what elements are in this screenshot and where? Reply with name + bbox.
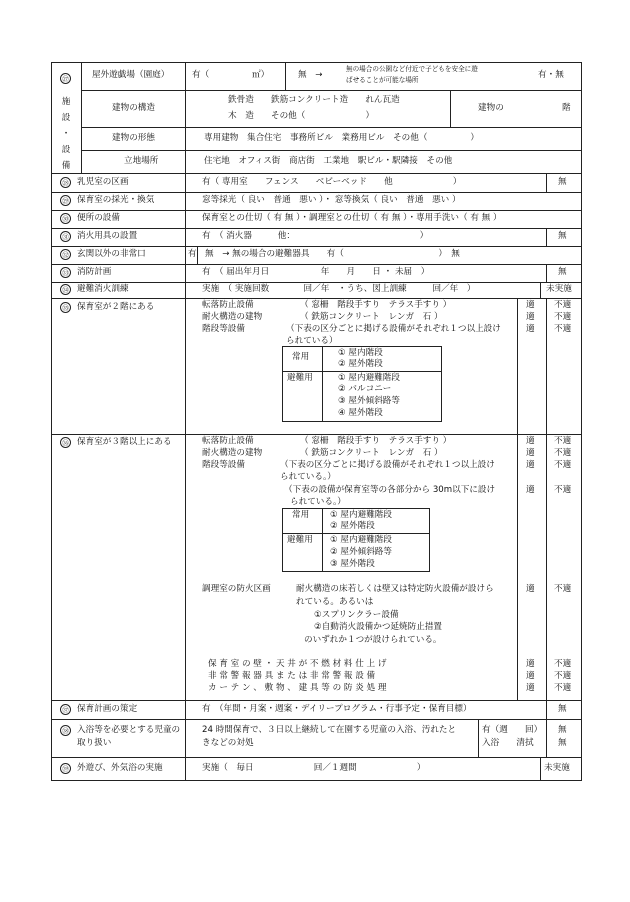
r36-distance-ng[interactable]: 不適	[554, 485, 572, 495]
outdoor-note-line2: ばせることが可能な場所	[346, 76, 419, 84]
kitchen-fire-line3: ①スプリンクラー設備	[314, 610, 399, 620]
r36-normal-2[interactable]: ② 屋外階段	[330, 521, 375, 531]
emergency-exit-label: 玄関以外の非常口	[77, 249, 146, 259]
drill-label: 避難消火訓練	[77, 284, 129, 294]
outdoor-play-not-done[interactable]: 未実施	[544, 763, 570, 773]
r36-distance-ok[interactable]: 適	[526, 485, 535, 495]
r35-fireproof-ng[interactable]: 不適	[554, 312, 572, 322]
drill-not-done[interactable]: 未実施	[546, 284, 572, 294]
r36-fall-ok[interactable]: 適	[526, 436, 535, 446]
structure-line1[interactable]: 鉄骨造 鉄筋コンクリート造 れん瓦造	[228, 95, 400, 105]
fire-plan-none[interactable]: 無	[558, 267, 567, 277]
outdoor-play-label: 屋外遊戯場（園庭）	[92, 70, 170, 80]
lighting-value[interactable]: 窓等採光（ 良い 普通 悪い ）・ 窓等換気（ 良い 普通 悪い ）	[202, 195, 461, 205]
flameproof-text: カ ー テ ン 、 敷 物 、 建 具 等 の 防 炎 処 理	[208, 683, 387, 693]
kitchen-fire-ng[interactable]: 不適	[554, 584, 572, 594]
care-plan-value[interactable]: 有 （年間・月案・週案・デイリープログラム・行事予定・保育目標）	[202, 704, 472, 714]
r36-fireproof-ng[interactable]: 不適	[554, 448, 572, 458]
care-plan-none[interactable]: 無	[558, 704, 567, 714]
r35-fireproof-ok[interactable]: 適	[526, 312, 535, 322]
item-number-33: ㉝	[60, 267, 71, 278]
outdoor-none-arrow: 無 →	[298, 70, 323, 80]
r36-evac-1[interactable]: ① 屋内避難階段	[330, 535, 392, 545]
r35-evac-4[interactable]: ④ 屋外階段	[338, 408, 383, 418]
r36-fall-prevention-detail[interactable]: （ 窓柵 階段手すり テラス手すり ）	[300, 436, 452, 446]
r36-stairs-detail: （下表の区分ごとに掲げる設備がそれぞれ１つ以上設け	[280, 460, 495, 470]
item-number-36: ㊱	[60, 437, 71, 448]
item-number-27: ㉗	[60, 73, 71, 84]
bathing-label-2: 取り扱い	[77, 738, 112, 748]
alarm-ng[interactable]: 不適	[554, 671, 572, 681]
item-number-37: ㊲	[60, 704, 71, 715]
bathing-none-1[interactable]: 無	[558, 725, 567, 735]
lighting-label: 保育室の採光・換気	[77, 195, 155, 205]
r36-evac-2[interactable]: ② 屋外傾斜路等	[330, 547, 392, 557]
kitchen-fire-line2: れている。あるいは	[296, 597, 374, 607]
alarm-text: 非 常 警 報 器 具 ま た は 非 常 警 報 設 備	[208, 671, 376, 681]
r35-stairs-detail: （下表の区分ごとに掲げる設備がそれぞれ１つ以上設け	[286, 324, 501, 334]
bathing-value-2: きなどの対処	[202, 738, 254, 748]
extinguisher-none[interactable]: 無	[558, 231, 567, 241]
outdoor-note-line1: 無の場合の公園など付近で子どもを安全に遊	[346, 65, 478, 73]
r36-stairs-label: 階段等設備	[202, 460, 245, 470]
third-floor-label: 保育室が３階以上にある	[77, 437, 172, 447]
r36-distance-note-1: （下表の設備が保育室等の各部分から 30m以下に設け	[284, 485, 496, 495]
flameproof-ng[interactable]: 不適	[554, 683, 572, 693]
item-number-31: ㉛	[60, 231, 71, 242]
item-number-32: ㉜	[60, 249, 71, 260]
alarm-ok[interactable]: 適	[526, 671, 535, 681]
bathing-value-1: 24 時間保育で、３日以上継続して在園する児童の入浴、汚れたと	[202, 725, 457, 735]
item-number-29: ㉙	[60, 195, 71, 206]
r35-fall-prevention-label: 転落防止設備	[202, 300, 254, 310]
nonflammable-wall-ok[interactable]: 適	[526, 659, 535, 669]
r36-normal-1[interactable]: ① 屋内避難階段	[330, 510, 392, 520]
outdoor-area-value[interactable]: 有（	[192, 70, 210, 80]
r35-fall-prevention-detail[interactable]: （ 窓柵 階段手すり テラス手すり ）	[300, 300, 452, 310]
r35-evac-2[interactable]: ② バルコニー	[338, 384, 392, 394]
floors-label: 建物の	[478, 103, 504, 113]
r36-normal-label: 常用	[292, 510, 310, 520]
floors-unit: 階	[562, 103, 571, 113]
fire-plan-label: 消防計画	[77, 267, 112, 277]
bathing-types[interactable]: 入浴 清拭	[482, 738, 534, 748]
r36-fireproof-detail[interactable]: （ 鉄筋コンクリート レンガ 石 ）	[300, 448, 443, 458]
infant-room-label: 乳児室の区画	[77, 177, 129, 187]
item-number-35: ㉟	[60, 302, 71, 313]
care-plan-label: 保育計画の策定	[77, 704, 138, 714]
r35-stairs-ok[interactable]: 適	[526, 324, 535, 334]
r35-stairs-cont: られている）	[286, 336, 338, 346]
item-number-38: ㊳	[60, 725, 71, 736]
r35-stairs-ng[interactable]: 不適	[554, 324, 572, 334]
toilet-value[interactable]: 保育室との仕切（ 有 無 ）・調理室との仕切（ 有 無 ）・専用手洗い（ 有 無 ）	[202, 213, 502, 223]
infant-room-none[interactable]: 無	[558, 177, 567, 187]
outdoor-area-unit: ㎡）	[252, 70, 270, 80]
kitchen-fire-label: 調理室の防火区画	[202, 584, 271, 594]
r35-normal-1[interactable]: ① 屋内階段	[338, 348, 383, 358]
r36-stairs-cont: られている。）	[280, 472, 336, 482]
bathing-label-1: 入浴等を必要とする児童の	[77, 725, 181, 735]
kitchen-fire-line1: 耐火構造の床若しくは壁又は特定防火設備が設けら	[296, 584, 494, 594]
r36-stairs-ok[interactable]: 適	[526, 460, 535, 470]
item-number-28: ㉘	[60, 177, 71, 188]
item-number-39: ㊴	[60, 763, 71, 774]
emergency-exit-yes[interactable]: 有	[188, 249, 197, 259]
r36-fireproof-ok[interactable]: 適	[526, 448, 535, 458]
extinguisher-value[interactable]: 有 （ 消火器 他： ）	[202, 231, 429, 241]
r35-fall-ng[interactable]: 不適	[554, 300, 572, 310]
r36-fall-prevention-label: 転落防止設備	[202, 436, 254, 446]
emergency-exit-value[interactable]: 無 → 無の場合の避難器具 有（ ） 無	[205, 249, 460, 259]
r35-stairs-label: 階段等設備	[202, 324, 245, 334]
fire-plan-value[interactable]: 有 （ 届出年月日 年 月 日 ・ 未届 ）	[202, 267, 430, 277]
outdoor-play-value[interactable]: 実施（ 毎日 回／１週間 ）	[202, 763, 426, 773]
kitchen-fire-line5: のいずれか１つが設けられている。	[304, 635, 442, 645]
r35-normal-2[interactable]: ② 屋外階段	[338, 359, 383, 369]
kitchen-fire-ok[interactable]: 適	[526, 584, 535, 594]
r35-fireproof-detail[interactable]: （ 鉄筋コンクリート レンガ 石 ）	[300, 312, 443, 322]
r35-evac-label: 避難用	[287, 373, 313, 383]
location-label: 立地場所	[124, 156, 159, 166]
nonflammable-wall-ng[interactable]: 不適	[554, 659, 572, 669]
item-number-34: ㉞	[60, 284, 71, 295]
r36-fall-ng[interactable]: 不適	[554, 436, 572, 446]
nonflammable-wall-text: 保 育 室 の 壁 ・ 天 井 が 不 燃 材 料 仕 上 げ	[208, 659, 387, 669]
extinguisher-label: 消火用具の設置	[77, 231, 138, 241]
outdoor-play-label-39: 外遊び、外気浴の実施	[77, 763, 163, 773]
infant-room-value[interactable]: 有（ 専用室 フェンス ベビーベッド 他 ）	[202, 177, 462, 187]
r35-evac-1[interactable]: ① 屋内避難階段	[338, 373, 400, 383]
r36-distance-note-2: られている。）	[290, 497, 346, 507]
side-label-facilities: 施 設 ・ 設 備	[61, 97, 71, 171]
building-form-value[interactable]: 専用建物 集合住宅 事務所ビル 業務用ビル その他（ ）	[204, 133, 480, 143]
r35-fall-ok[interactable]: 適	[526, 300, 535, 310]
r36-evac-3[interactable]: ③ 屋外階段	[330, 559, 375, 569]
structure-label: 建物の構造	[112, 103, 155, 113]
item-number-30: ㉚	[60, 213, 71, 224]
r35-evac-3[interactable]: ③ 屋外傾斜路等	[338, 396, 400, 406]
r36-evac-label: 避難用	[287, 535, 313, 545]
kitchen-fire-line4: ②自動消火設備かつ延焼防止措置	[314, 622, 443, 632]
bathing-none-2[interactable]: 無	[558, 738, 567, 748]
r35-fireproof-label: 耐火構造の建物	[202, 312, 263, 322]
r36-stairs-ng[interactable]: 不適	[554, 460, 572, 470]
location-value[interactable]: 住宅地 オフィス街 商店街 工業地 駅ビル・駅隣接 その他	[204, 156, 453, 166]
second-floor-label: 保育室が２階にある	[77, 302, 155, 312]
bathing-weekly[interactable]: 有（週 回）	[482, 725, 543, 735]
structure-line2[interactable]: 木 造 その他（ ）	[228, 111, 375, 121]
r35-normal-label: 常用	[292, 352, 310, 362]
toilet-label: 便所の設備	[77, 213, 120, 223]
flameproof-ok[interactable]: 適	[526, 683, 535, 693]
building-form-label: 建物の形態	[112, 133, 155, 143]
outdoor-yes-no[interactable]: 有・無	[538, 70, 564, 80]
r36-fireproof-label: 耐火構造の建物	[202, 448, 263, 458]
drill-value[interactable]: 実施 （ 実施回数 回／年 ・うち、図上訓練 回／年 ）	[202, 284, 476, 294]
